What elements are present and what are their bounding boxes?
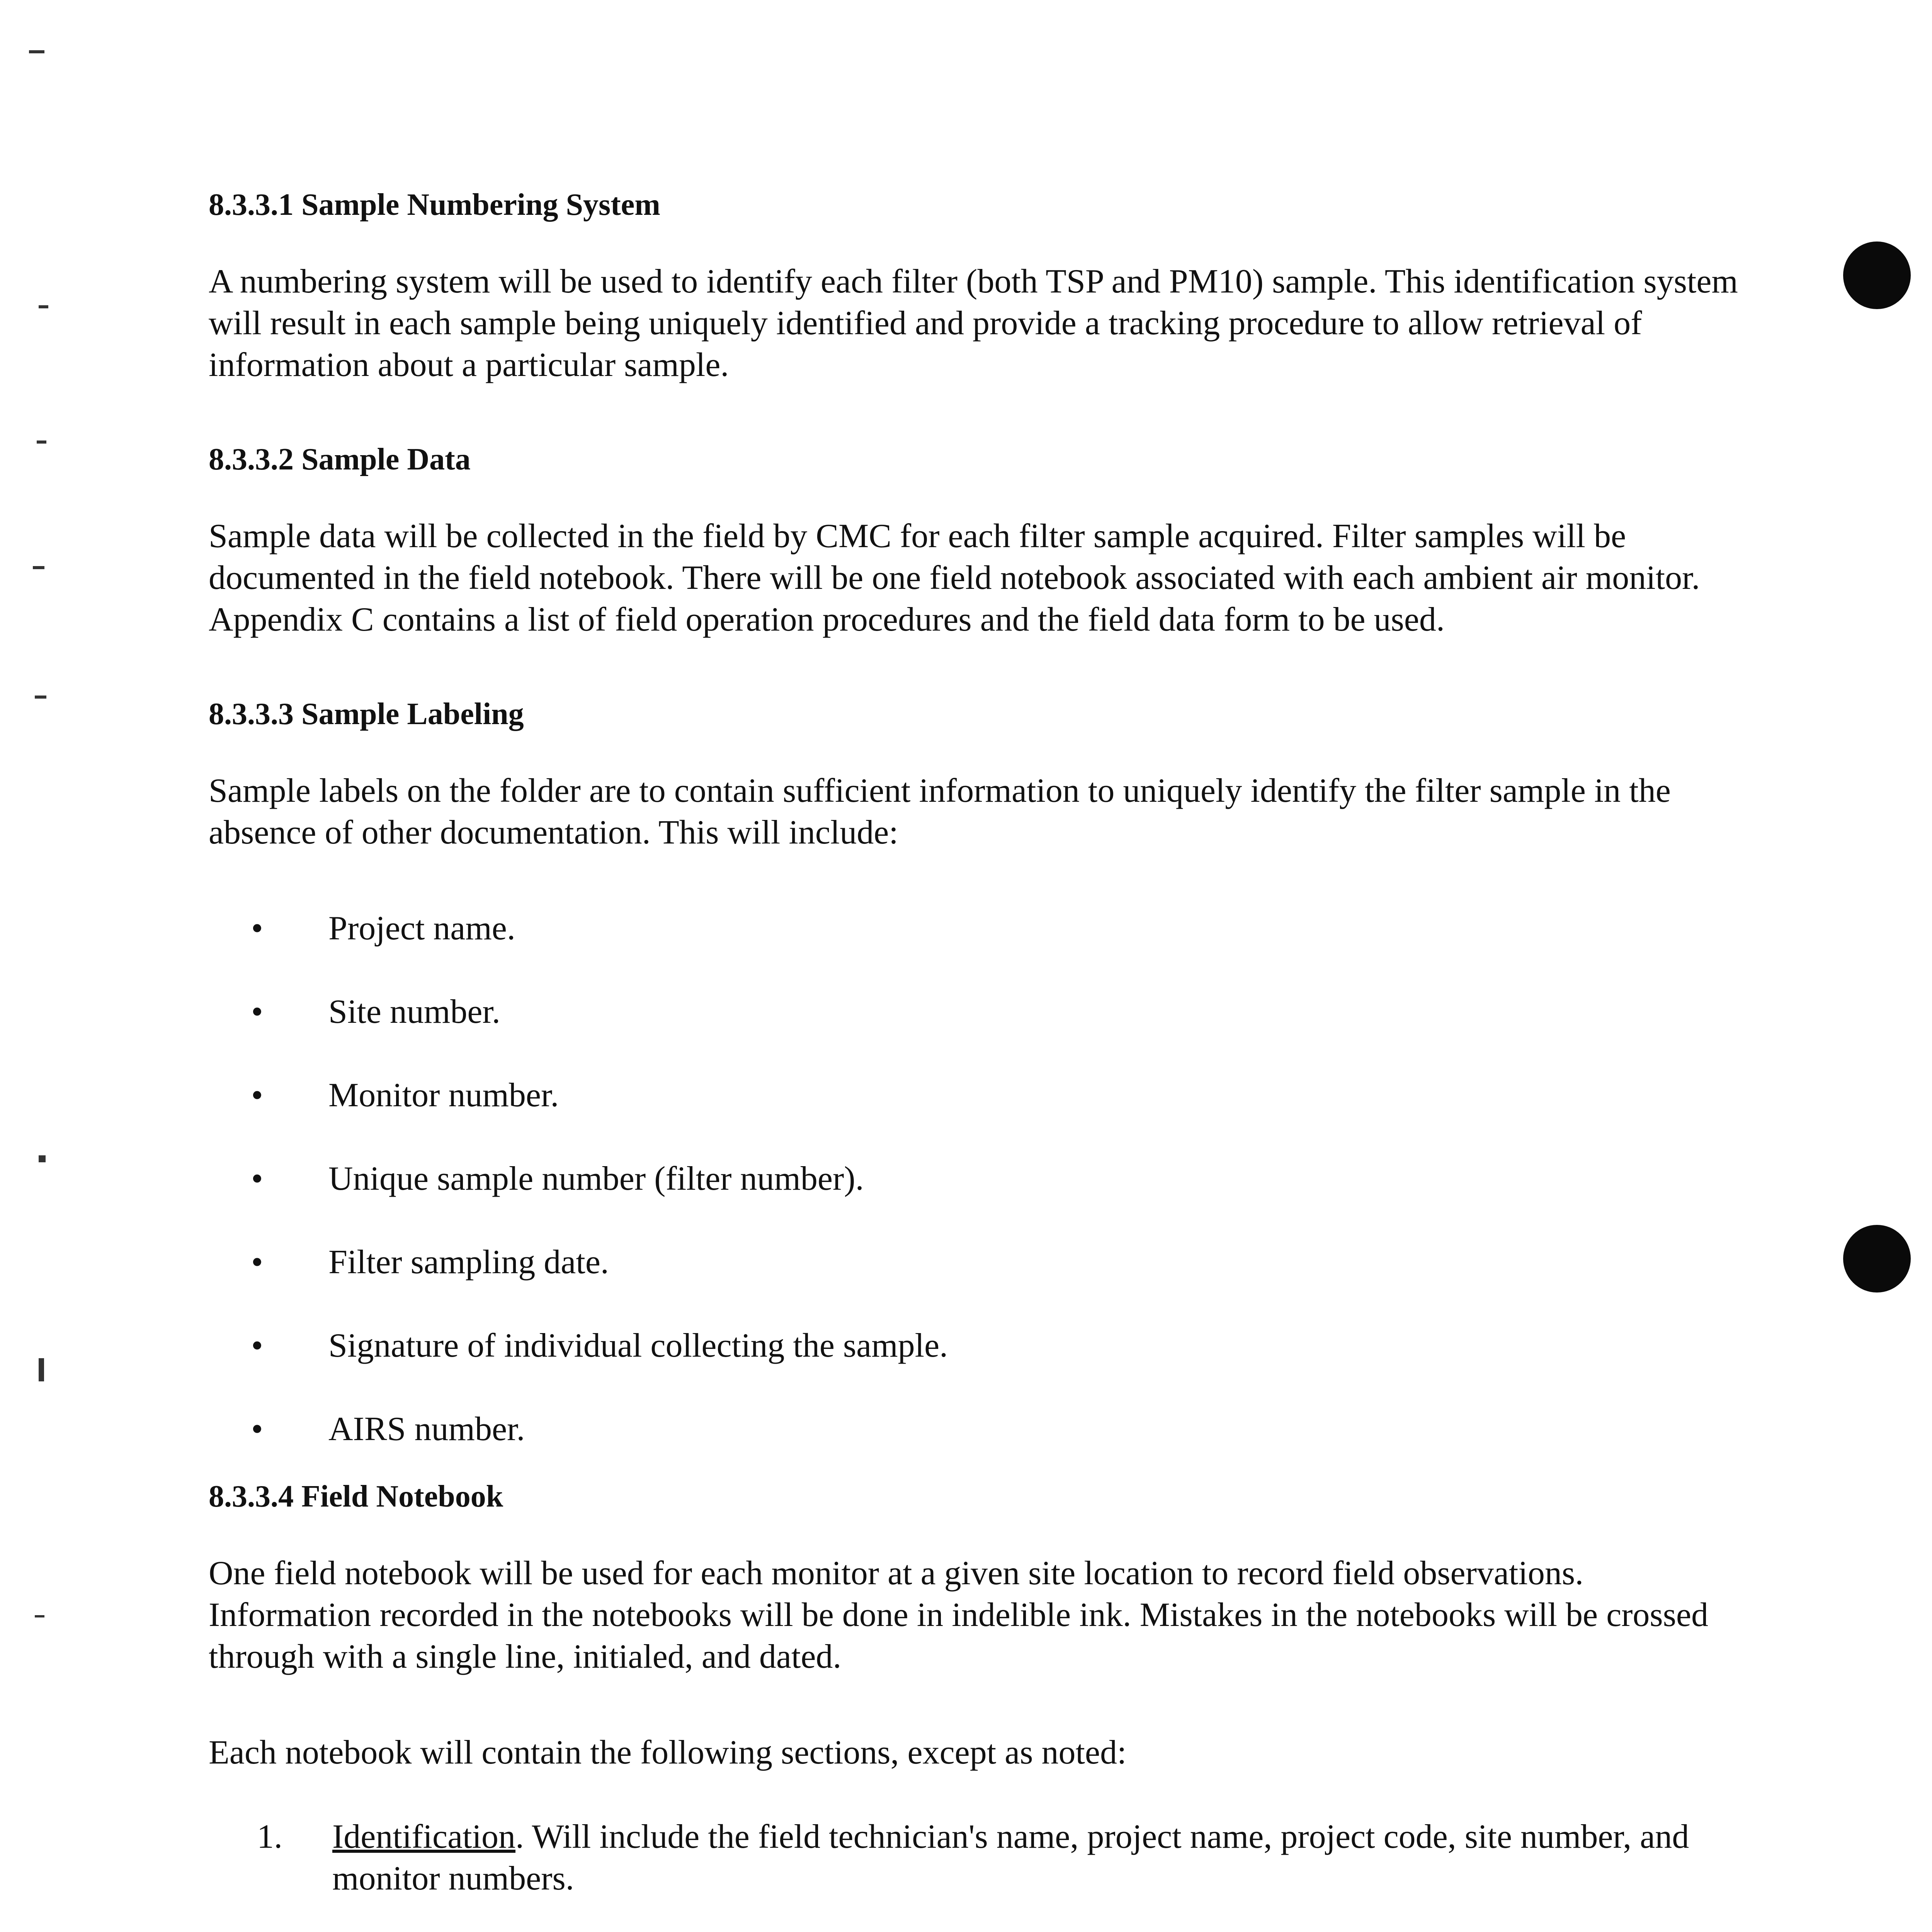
- list-item: [209, 1408, 1747, 1450]
- bullet-icon: •: [251, 1077, 263, 1114]
- bullet-icon: •: [251, 1327, 263, 1364]
- section-paragraph: One field notebook will be used for each monitor at a given site location to record field observations. Information recorded in the notebooks will be done in indelible ink. Mistakes in the notebooks will be crossed through with a single line, initialed, and dated.: [209, 1554, 1708, 1675]
- list-item-text: AIRS number.: [328, 1410, 525, 1448]
- section-heading-sample-data: 8.3.3.2 Sample Data: [209, 442, 471, 476]
- section-heading-sample-labeling: 8.3.3.3 Sample Labeling: [209, 697, 524, 731]
- label-contents-list: [209, 908, 1747, 1450]
- section-paragraph: A numbering system will be used to identify each filter (both TSP and PM10) sample. This identification system will result in each sample being uniquely identified and provide a tracking procedure to allow retrieval of information about a particular sample.: [209, 263, 1738, 384]
- bullet-icon: •: [251, 1410, 263, 1448]
- bullet-icon: •: [251, 993, 263, 1031]
- margin-mark: [35, 1615, 44, 1617]
- item-text: . Will include the field technician's name, project name, project code, site number, and monitor numbers.: [332, 1818, 1689, 1897]
- list-item: [209, 908, 1747, 949]
- list-item: [209, 1158, 1747, 1200]
- bullet-icon: •: [251, 1243, 263, 1281]
- margin-mark: [39, 305, 48, 308]
- list-item-text: Monitor number.: [328, 1077, 559, 1114]
- margin-mark: [35, 696, 46, 699]
- punch-hole-top: [1843, 242, 1911, 309]
- list-item-text: Site number.: [328, 993, 500, 1031]
- margin-mark: [39, 1155, 46, 1162]
- list-item: [209, 1325, 1747, 1367]
- list-item: [209, 1242, 1747, 1283]
- section-heading-field-notebook: 8.3.3.4 Field Notebook: [209, 1480, 503, 1514]
- list-item-text: Signature of individual collecting the sample.: [328, 1327, 948, 1364]
- bullet-icon: •: [251, 910, 263, 947]
- section-heading-sample-numbering: 8.3.3.1 Sample Numbering System: [209, 188, 660, 222]
- item-term: Identification: [332, 1818, 516, 1855]
- margin-mark: [29, 50, 44, 53]
- document-body: [209, 185, 1747, 1932]
- numbered-item: [209, 1816, 1747, 1900]
- section-paragraph: Sample data will be collected in the field by CMC for each filter sample acquired. Filter samples will be documented in the field notebook. There will be one field notebook associated with each ambient air monitor. Appendix C contains a list of field operation procedures and the field data form to be used.: [209, 517, 1700, 638]
- margin-mark: [39, 1358, 44, 1381]
- margin-mark: [33, 566, 44, 569]
- section-paragraph: Each notebook will contain the following sections, except as noted:: [209, 1734, 1127, 1771]
- notebook-sections-list: [209, 1816, 1747, 1932]
- list-item: [209, 991, 1747, 1033]
- list-item-text: Unique sample number (filter number).: [328, 1160, 864, 1197]
- list-item: [209, 1075, 1747, 1116]
- item-number: 1.: [257, 1818, 282, 1855]
- list-item-text: Filter sampling date.: [328, 1243, 609, 1281]
- bullet-icon: •: [251, 1160, 263, 1197]
- margin-mark: [37, 440, 46, 444]
- punch-hole-middle: [1843, 1225, 1911, 1293]
- list-item-text: Project name.: [328, 910, 515, 947]
- section-paragraph: Sample labels on the folder are to contain sufficient information to uniquely identify the filter sample in the absence of other documentation. This will include:: [209, 772, 1671, 851]
